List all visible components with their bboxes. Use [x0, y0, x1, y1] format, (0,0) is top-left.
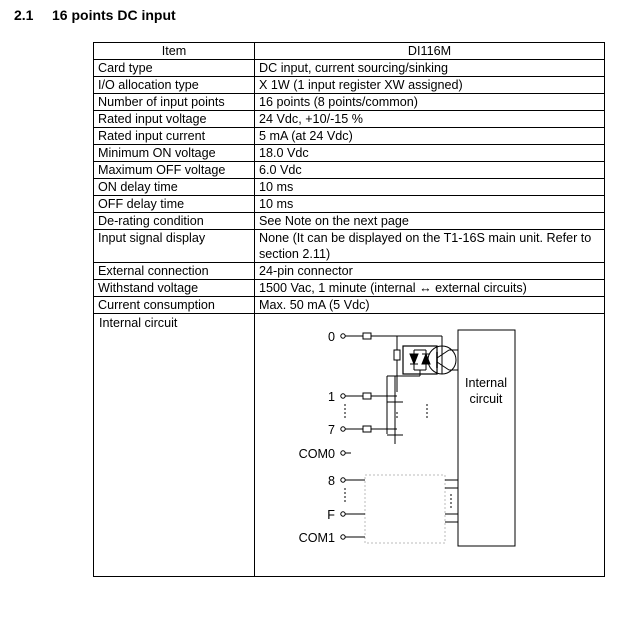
row-value: DC input, current sourcing/sinking	[255, 60, 605, 77]
row-value: 18.0 Vdc	[255, 145, 605, 162]
table-row	[94, 179, 605, 196]
terminal-com0-label: COM0	[298, 447, 335, 461]
section-heading	[14, 7, 176, 23]
table-row	[94, 196, 605, 213]
terminal-f-dot	[341, 512, 345, 516]
terminal-0-dot	[341, 334, 345, 338]
row-item: De-rating condition	[94, 213, 255, 230]
terminal-1-label: 1	[327, 390, 335, 404]
row-item: Rated input current	[94, 128, 255, 145]
internal-circuit-diagram	[255, 314, 604, 576]
internal-circuit-box	[458, 330, 515, 546]
table-row	[94, 162, 605, 179]
table-row	[94, 77, 605, 94]
row-item: Current consumption	[94, 297, 255, 314]
row-item: Card type	[94, 60, 255, 77]
row-value: 5 mA (at 24 Vdc)	[255, 128, 605, 145]
terminal-com1-label: COM1	[298, 531, 335, 545]
row-item: Maximum OFF voltage	[94, 162, 255, 179]
circuit-item-cell	[94, 314, 255, 577]
row-value: 10 ms	[255, 196, 605, 213]
row-item: ON delay time	[94, 179, 255, 196]
internal-circuit-label-2: circuit	[469, 392, 503, 406]
row-item: External connection	[94, 263, 255, 280]
table-row	[94, 145, 605, 162]
table-row	[94, 297, 605, 314]
row-value: 24 Vdc, +10/-15 %	[255, 111, 605, 128]
terminal-8-label: 8	[327, 474, 335, 488]
terminal-7-label: 7	[327, 423, 335, 437]
circuit-row	[94, 314, 605, 577]
section-number: 2.1	[14, 7, 34, 23]
row-value: X 1W (1 input register XW assigned)	[255, 77, 605, 94]
table-row	[94, 94, 605, 111]
terminal-0-label: 0	[327, 330, 335, 344]
resistor-7	[363, 426, 371, 432]
row-item: Withstand voltage	[94, 280, 255, 297]
row-value: 10 ms	[255, 179, 605, 196]
row-value: Max. 50 mA (5 Vdc)	[255, 297, 605, 314]
header-item: Item	[94, 43, 255, 60]
row-item: Rated input voltage	[94, 111, 255, 128]
header-model: DI116M	[255, 43, 605, 60]
table-row	[94, 60, 605, 77]
terminal-7-dot	[341, 427, 345, 431]
row-item: Input signal display	[94, 230, 255, 263]
table-row	[94, 213, 605, 230]
row-value: 16 points (8 points/common)	[255, 94, 605, 111]
resistor-branch	[394, 350, 400, 360]
table-row	[94, 230, 605, 263]
terminal-f-label: F	[327, 508, 335, 522]
row-value: None (It can be displayed on the T1-16S main unit. Refer to section 2.11)	[255, 230, 605, 263]
table-header-row	[94, 43, 605, 60]
terminal-1-dot	[341, 394, 345, 398]
circuit-item-label: Internal circuit	[99, 316, 178, 330]
row-item: Minimum ON voltage	[94, 145, 255, 162]
circuit-diagram-cell	[255, 314, 605, 577]
section-title: 16 points DC input	[52, 7, 176, 23]
row-item: Number of input points	[94, 94, 255, 111]
table-row	[94, 111, 605, 128]
row-item: I/O allocation type	[94, 77, 255, 94]
terminal-8-dot	[341, 478, 345, 482]
row-item: OFF delay time	[94, 196, 255, 213]
led-down	[410, 354, 418, 364]
table-row	[94, 263, 605, 280]
terminal-com1-dot	[341, 535, 345, 539]
resistor-0	[363, 333, 371, 339]
row-value: 24-pin connector	[255, 263, 605, 280]
spec-table	[93, 42, 605, 577]
internal-circuit-label-1: Internal	[464, 376, 508, 390]
row-value: See Note on the next page	[255, 213, 605, 230]
table-row	[94, 280, 605, 297]
row-value: 1500 Vac, 1 minute (internal ↔ external circuits)	[255, 280, 605, 297]
terminal-com0-dot	[341, 451, 345, 455]
resistor-1	[363, 393, 371, 399]
group2-block	[365, 475, 445, 543]
row-value: 6.0 Vdc	[255, 162, 605, 179]
table-row	[94, 128, 605, 145]
